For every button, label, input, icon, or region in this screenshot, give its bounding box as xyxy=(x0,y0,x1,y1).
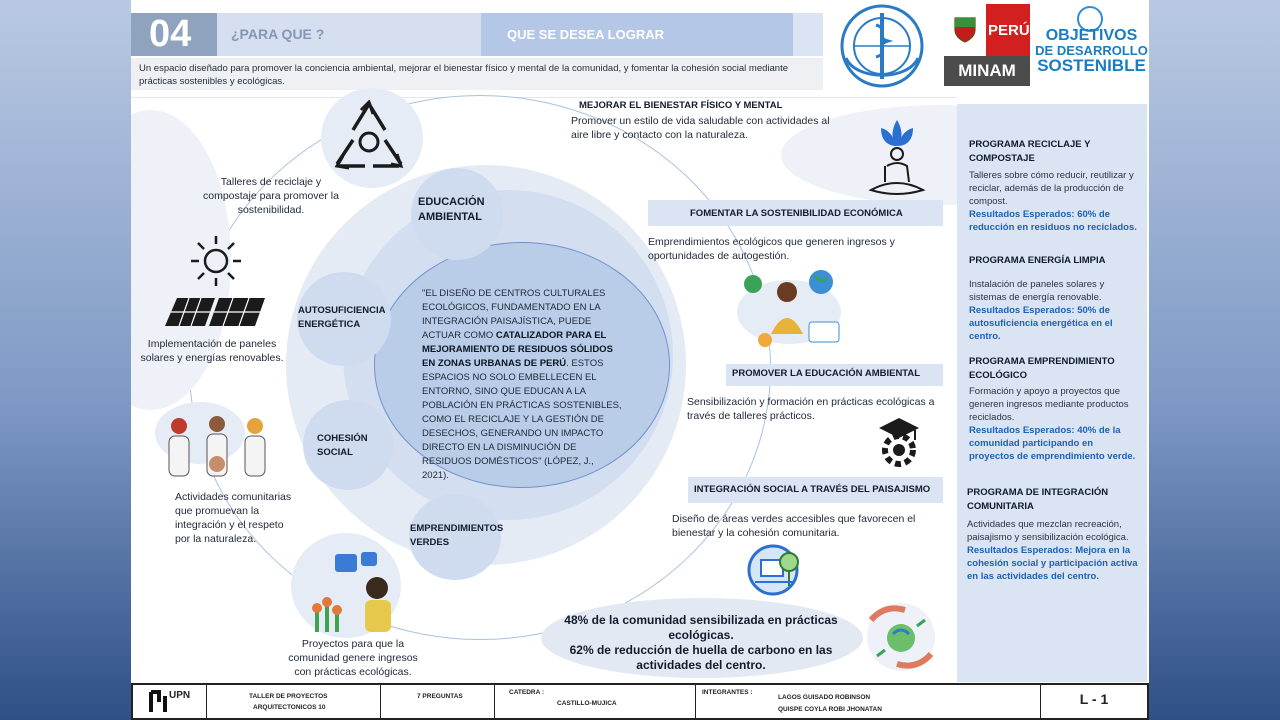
goal-title-edge xyxy=(793,13,823,56)
program-1 xyxy=(969,138,1139,234)
recycle-icon xyxy=(331,100,407,172)
goal-title: QUE SE DESEA LOGRAR xyxy=(481,13,793,56)
program-result-1: Resultados Esperados: 60% de reducción en residuos no reciclados. xyxy=(969,209,1137,233)
sun-icon xyxy=(189,234,243,288)
quote-text xyxy=(422,287,622,483)
program-3 xyxy=(969,355,1139,463)
education-gear-icon xyxy=(871,414,927,472)
green-label: EMPRENDIMIENTOS VERDES xyxy=(410,523,504,548)
footer-member-2: QUISPE COYLA ROBI JHONATAN xyxy=(778,706,882,713)
ods-line3: SOSTENIBLE xyxy=(1037,56,1146,75)
income-caption: Proyectos para que la comunidad genere ingresos con prácticas ecológicas. xyxy=(288,638,418,678)
program-text-3: Formación y apoyo a proyectos que generen ingresos mediante productos reciclados. xyxy=(969,386,1129,423)
footer-members-cell xyxy=(696,685,1041,718)
energy-label: AUTOSUFICIENCIA ENERGÉTICA xyxy=(298,305,386,330)
programs-panel xyxy=(957,104,1147,682)
quote-part-a: "EL DISEÑO DE CENTROS CULTURALES ECOLÓGICOS, FUNDAMENTADO EN LA INTEGRACIÓN PAISAJÍSTICA, PUEDE ACTUAR COMO xyxy=(422,288,606,341)
objective-title-1: MEJORAR EL BIENESTAR FÍSICO Y MENTAL xyxy=(579,100,783,111)
program-4 xyxy=(967,486,1139,583)
peru-text: PERÚ xyxy=(988,22,1030,39)
slide xyxy=(131,0,1149,720)
peru-flag xyxy=(944,4,1030,56)
intro-text: Un espacio diseñado para promover la conciencia ambiental, mejorar el bienestar físico y mental de la comunidad, y fomentar la cohesión social mediante prácticas sostenibles y ecológicas. xyxy=(131,58,823,90)
program-title-2: PROGRAMA ENERGÍA LIMPIA xyxy=(969,255,1106,266)
program-text-2: Instalación de paneles solares y sistemas de energía renovable. xyxy=(969,279,1105,303)
quote-part-b: CATALIZADOR PARA EL MEJORAMIENTO DE RESIDUOS SÓLIDOS EN ZONAS URBANAS DE PERÚ xyxy=(422,330,613,369)
objective-title-2: FOMENTAR LA SOSTENIBILIDAD ECONÓMICA xyxy=(690,208,903,219)
program-2 xyxy=(969,254,1139,343)
program-result-3: Resultados Esperados: 40% de la comunidad participando en proyectos de emprendimiento verde. xyxy=(969,425,1136,462)
solar-caption: Implementación de paneles solares y energías renovables. xyxy=(140,338,284,364)
footer-chair: CASTILLO-MUJICA xyxy=(557,700,617,707)
program-title-4: PROGRAMA DE INTEGRACIÓN COMUNITARIA xyxy=(967,487,1109,512)
ods-logo xyxy=(1034,28,1149,73)
stat-sensitized: 48% de la comunidad sensibilizada en prácticas ecológicas. xyxy=(564,613,838,642)
ods-line1: OBJETIVOS xyxy=(1045,27,1138,44)
footer-logo-cell xyxy=(133,685,207,718)
meditation-icon xyxy=(865,118,929,196)
objective-text-4: Diseño de áreas verdes accesibles que favorecen el bienestar y la cohesión comunitaria. xyxy=(672,513,916,539)
upn-logo-text: UPN xyxy=(169,690,191,701)
footer-course-line2: ARQUITECTONICOS 10 xyxy=(253,704,326,711)
footer-course-cell xyxy=(207,685,381,718)
minam-logo: MINAM xyxy=(944,56,1030,86)
community-caption: Actividades comunitarias que promuevan la integración y el respeto por la naturaleza. xyxy=(175,491,292,545)
education-label: EDUCACIÓN AMBIENTAL xyxy=(418,196,485,223)
footer-member-1: LAGOS GUISADO ROBINSON xyxy=(778,694,871,701)
care-earth-icon xyxy=(865,600,937,674)
objective-title-4: INTEGRACIÓN SOCIAL A TRAVÉS DEL PAISAJISMO xyxy=(694,484,931,495)
landscape-icon xyxy=(747,542,805,598)
footer-course-line1: TALLER DE PROYECTOS xyxy=(249,693,328,700)
program-text-1: Talleres sobre cómo reducir, reutilizar y reciclar, además de la producción de compost. xyxy=(969,170,1134,207)
solar-panel-icon xyxy=(163,296,267,328)
objective-text-2: Emprendimientos ecológicos que generen ingresos y oportunidades de autogestión. xyxy=(648,236,895,262)
footer-members-label: INTEGRANTES : xyxy=(702,689,753,696)
footer-sheet-cell xyxy=(1041,685,1147,718)
program-text-4: Actividades que mezclan recreación, paisajismo y sensibilización ecológica. xyxy=(967,519,1129,543)
footer-topic-cell xyxy=(381,685,495,718)
footer-chair-label: CATEDRA : xyxy=(509,689,545,696)
footer-sheet: L - 1 xyxy=(1079,691,1109,707)
peru-shield-icon xyxy=(952,16,978,44)
community-hands-icon xyxy=(161,412,273,484)
section-number: 04 xyxy=(131,13,217,56)
income-projects-icon xyxy=(309,548,405,634)
footer-chair-cell xyxy=(495,685,696,718)
objective-text-3: Sensibilización y formación en prácticas ecológicas a través de talleres prácticos. xyxy=(687,396,935,422)
eco-business-icon xyxy=(735,264,843,354)
program-title-1: PROGRAMA RECICLAJE Y COMPOSTAJE xyxy=(969,139,1091,164)
upn-logo-icon xyxy=(147,690,169,714)
program-result-2: Resultados Esperados: 50% de autosuficiencia energética en el centro. xyxy=(969,305,1113,342)
divider xyxy=(131,97,957,98)
program-title-3: PROGRAMA EMPRENDIMIENTO ECOLÓGICO xyxy=(969,356,1115,381)
quote-part-c: . ESTOS ESPACIOS NO SOLO EMBELLECEN EL ENTORNO, SINO QUE EDUCAN A LA POBLACIÓN EN PRÁCTICAS SOSTENIBLES, COMO EL RECICLAJE Y LA GESTIÓN DE DESECHOS, GENERANDO UN IMPACTO DIRECTO EN LA DISMINUCIÓN DE RESIDUOS DOMÉSTICOS" (LÓPEZ, J., 2021). xyxy=(422,358,622,481)
stat-carbon: 62% de reducción de huella de carbono en las actividades del centro. xyxy=(569,643,833,672)
program-result-4: Resultados Esperados: Mejora en la cohesión social y participación activa en las actividades del centro. xyxy=(967,545,1138,582)
section-question: ¿PARA QUE ? xyxy=(217,13,481,56)
cohesion-label: COHESIÓN SOCIAL xyxy=(317,433,368,458)
objective-text-1: Promover un estilo de vida saludable con actividades al aire libre y contacto con la naturaleza. xyxy=(571,115,830,141)
ods-line2: DE DESARROLLO xyxy=(1035,43,1148,58)
footer-topic: 7 PREGUNTAS xyxy=(417,693,463,700)
recycling-caption: Talleres de reciclaje y compostaje para promover la sostenibilidad. xyxy=(203,176,339,216)
objective-title-3: PROMOVER LA EDUCACIÓN AMBIENTAL xyxy=(732,368,921,379)
footer-title-block xyxy=(131,683,1149,720)
who-logo-icon xyxy=(836,3,928,89)
